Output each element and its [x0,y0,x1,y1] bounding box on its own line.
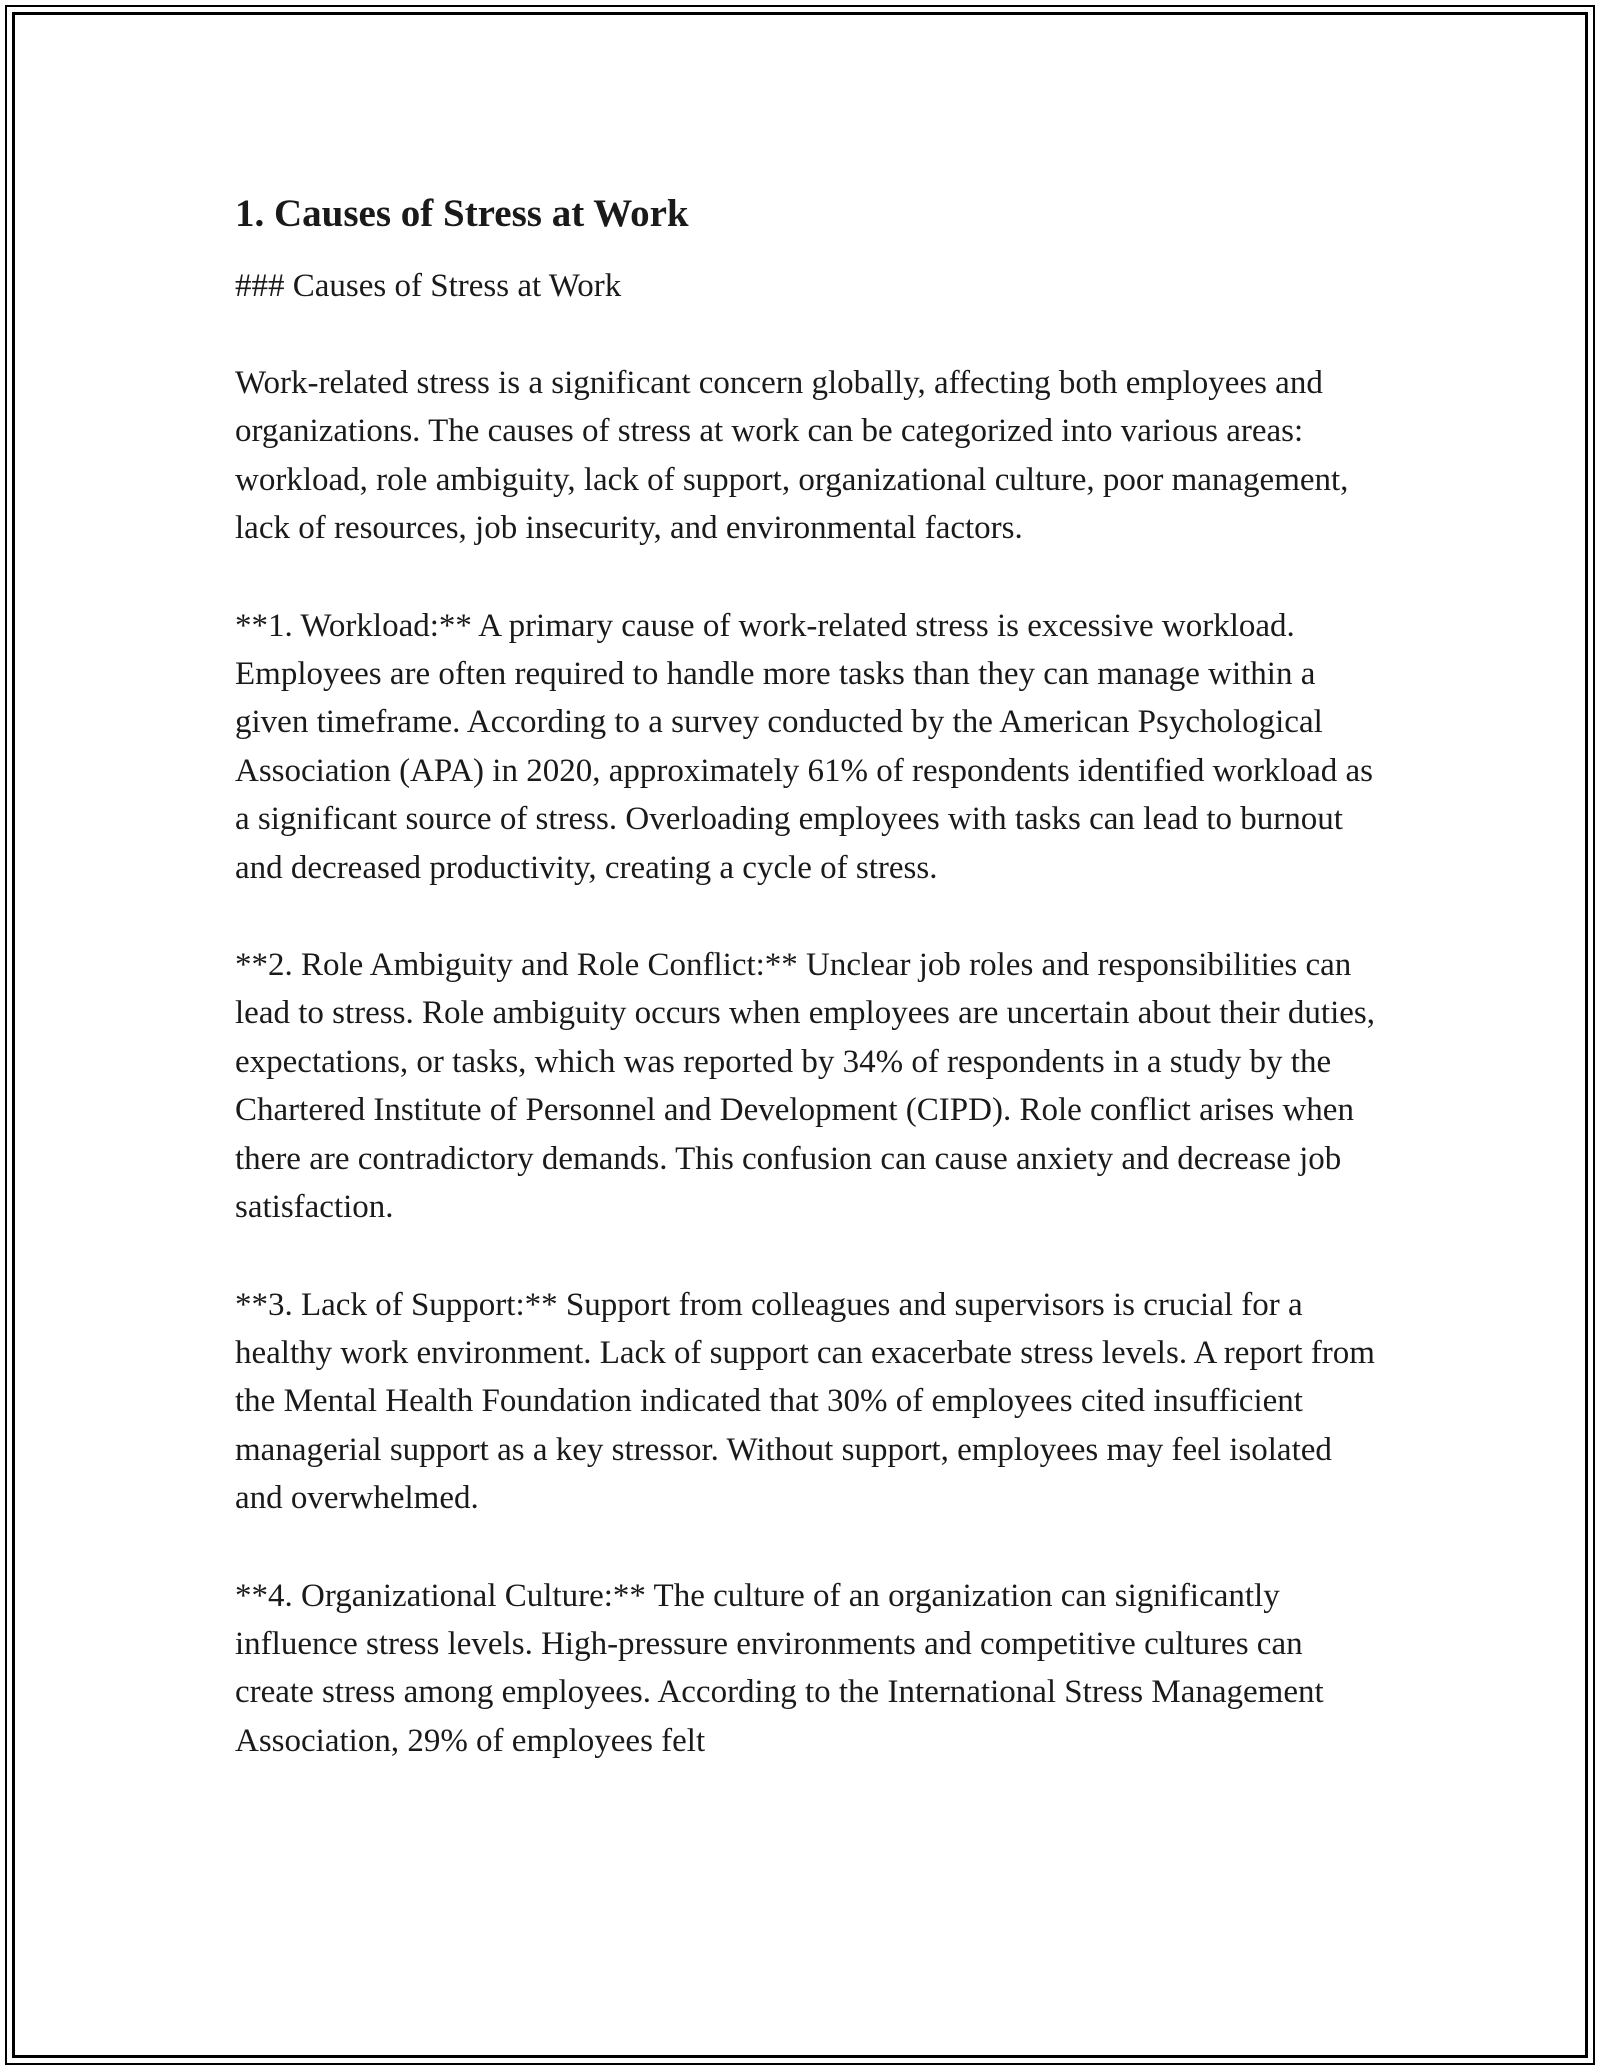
paragraph-organizational-culture: **4. Organizational Culture:** The culture of an organization can significantly influence stress levels. High-pressure environments and competitive cultures can create stress among employees. According to the International Stress Management Association, 29% of employees felt [235,1577,1324,1759]
paragraph-workload: **1. Workload:** A primary cause of work-related stress is excessive workload. Employees are often required to handle more tasks than they can manage within a given timeframe. According to a survey conducted by the American Psychological Association (APA) in 2020, approximately 61% of respondents identified workload as a significant source of stress. Overloading employees with tasks can lead to burnout and decreased productivity, creating a cycle of stress. [235,607,1374,886]
section-subheading: ### Causes of Stress at Work [235,268,622,304]
paragraph-lack-of-support: **3. Lack of Support:** Support from colleagues and supervisors is crucial for a healthy work environment. Lack of support can exacerbate stress levels. A report from the Mental Health Foundation indicated that 30% of employees cited insufficient managerial support as a key stressor. Without support, employees may feel isolated and overwhelmed. [235,1286,1375,1517]
document-title: 1. Causes of Stress at Work [235,192,689,235]
document-body [235,186,1375,1765]
paragraph-role-ambiguity: **2. Role Ambiguity and Role Conflict:** Unclear job roles and responsibilities can lead to stress. Role ambiguity occurs when employees are uncertain about their duties, expectations, or tasks, which was reported by 34% of respondents in a study by the Chartered Institute of Personnel and Development (CIPD). Role conflict arises when there are contradictory demands. This confusion can cause anxiety and decrease job satisfaction. [235,947,1375,1226]
paragraph-intro: Work-related stress is a significant concern globally, affecting both employees and organizations. The causes of stress at work can be categorized into various areas: workload, role ambiguity, lack of support, organizational culture, poor management, lack of resources, job insecurity, and environmental factors. [235,365,1349,547]
